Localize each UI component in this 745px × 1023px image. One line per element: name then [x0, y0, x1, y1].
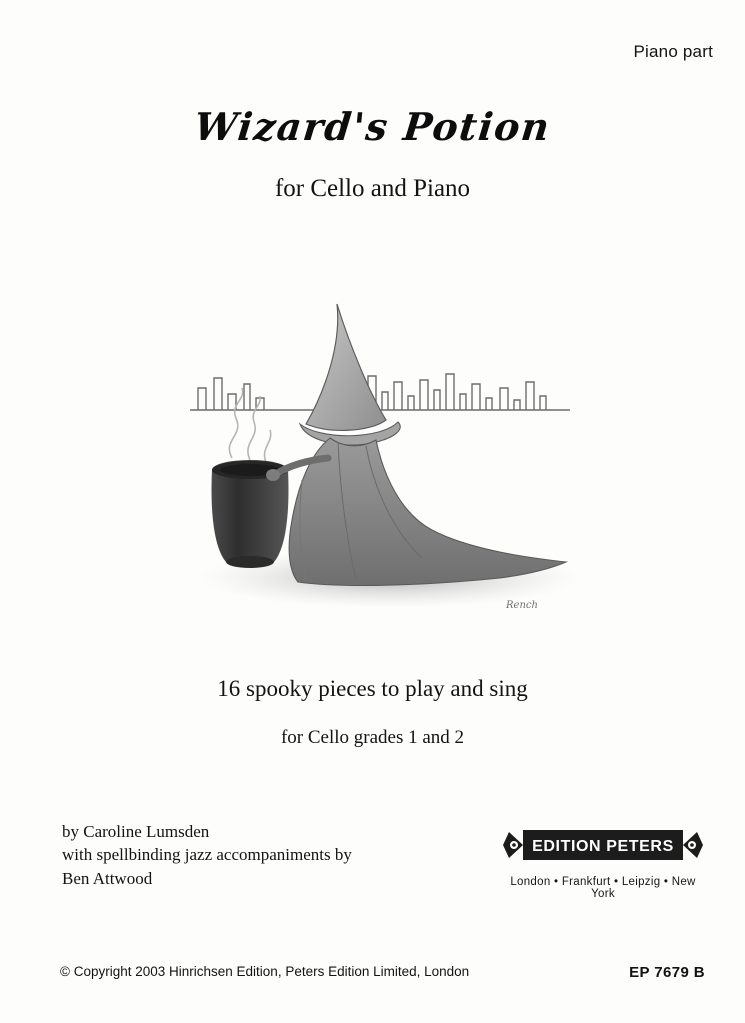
page-title: Wizard's Potion [192, 104, 553, 149]
illustration-signature: Rench [506, 600, 538, 611]
publisher-name: EDITION PETERS [532, 838, 674, 855]
page-subtitle: for Cello and Piano [274, 175, 471, 202]
logo-ornament-right [683, 832, 703, 858]
wizard-hand [266, 469, 280, 481]
wizard-hat [300, 304, 400, 445]
edition-peters-logo [501, 826, 705, 864]
description-line-1: 16 spooky pieces to play and sing [217, 676, 528, 701]
wizard-with-cauldron-illustration [170, 290, 590, 630]
description-line-2: for Cello grades 1 and 2 [280, 727, 465, 748]
logo-ornament-left [503, 832, 523, 858]
credit-composer: by Caroline Lumsden [62, 822, 210, 841]
skyline-decoration [190, 374, 570, 410]
credits-block [62, 820, 352, 890]
edition-number: EP 7679 B [629, 964, 705, 981]
publisher-cities: London • Frankfurt • Leipzig • New York [510, 876, 696, 900]
part-label: Piano part [633, 42, 713, 61]
copyright-notice: © Copyright 2003 Hinrichsen Edition, Peters Edition Limited, London [60, 964, 470, 979]
credit-arranger: Ben Attwood [62, 868, 153, 888]
publisher-block [498, 826, 708, 900]
credit-accompaniment: with spellbinding jazz accompaniments by [62, 845, 352, 865]
